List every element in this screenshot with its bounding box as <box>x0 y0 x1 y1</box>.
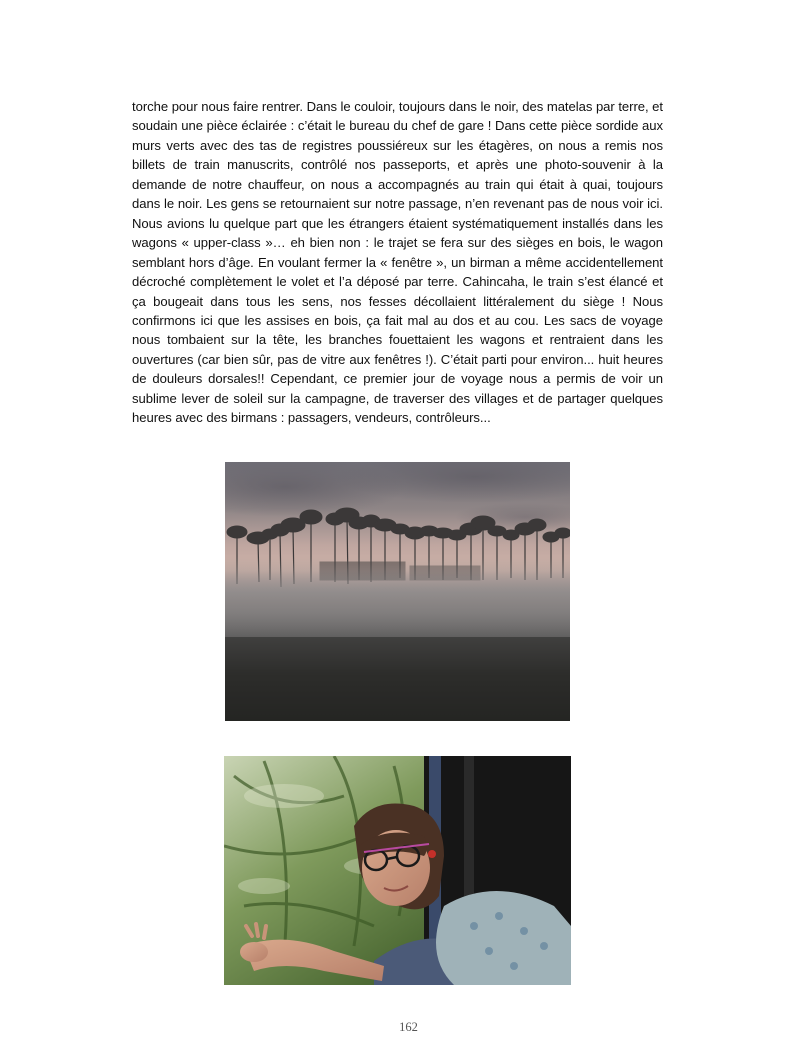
page-number: 162 <box>399 1020 418 1034</box>
photo-girl-train-window <box>224 756 571 985</box>
photo-misty-palm-sunrise <box>225 462 570 721</box>
body-paragraph: torche pour nous faire rentrer. Dans le couloir, toujours dans le noir, des matelas par terre, et soudain une pièce éclairée : c’était le bureau du chef de gare ! Dans cette pièce sordide aux murs verts avec des tas de registres poussiéreux sur les étagères, on nous a remis nos billets de train manuscrits, contrôlé nos passeports, et après une photo-souvenir à la demande de notre chauffeur, on nous a accompagnés au train qui était à quai, toujours dans le noir. Les gens se retournaient sur notre passage, n’en revenant pas de nous voir ici. Nous avions lu quelque part que les étrangers étaient systématiquement installés dans les wagons « upper-class »… eh bien non : le trajet se fera sur des sièges en bois, le wagon semblant hors d’âge. En voulant fermer la « fenêtre », un birman a même accidentellement décroché complètement le volet et l’a déposé par terre. Cahincaha, le train s’est élancé et ça bougeait dans tous les sens, nos fesses décollaient littéralement du siège ! Nous confirmons ici que les assises en bois, ça fait mal au dos et au cou. Les sacs de voyage nous tombaient sur la tête, les branches fouettaient les wagons et rentraient dans les ouvertures (car bien sûr, pas de vitre aux fenêtres !). C’était parti pour environ... huit heures de douleurs dorsales!! Cependant, ce premier jour de voyage nous a permis de voir un sublime lever de soleil sur la campagne, de traverser des villages et de partager quelques heures avec des birmans : passagers, vendeurs, contrôleurs... <box>132 99 663 426</box>
